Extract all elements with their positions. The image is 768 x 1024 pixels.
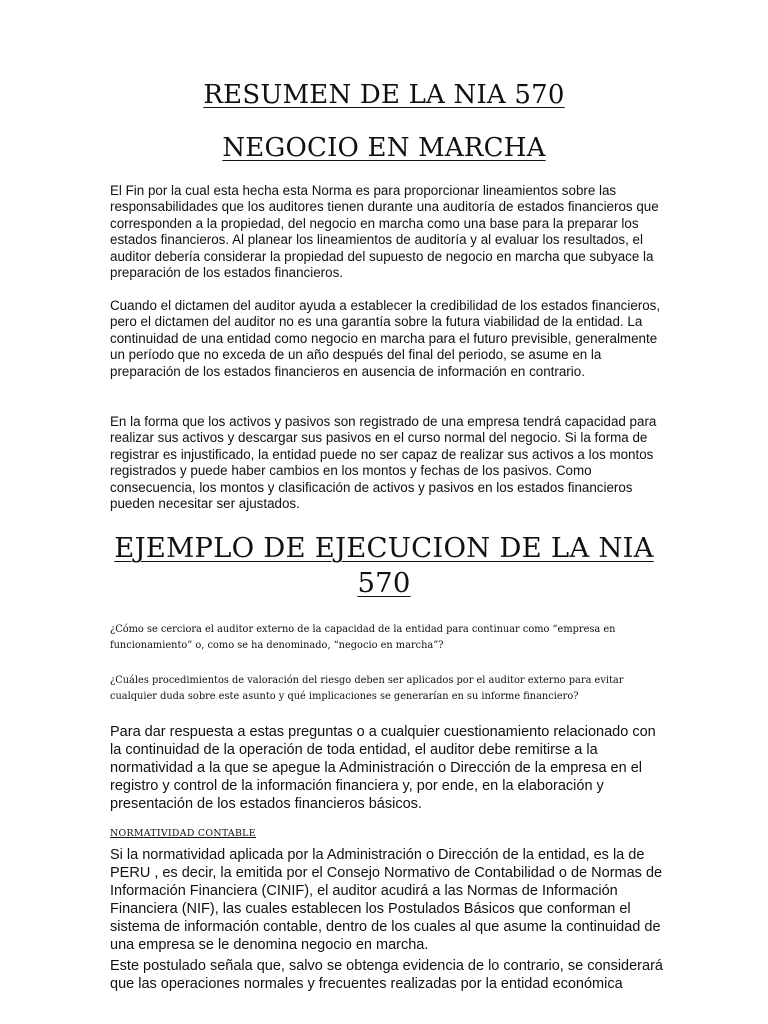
paragraph-normatividad: Si la normatividad aplicada por la Administración o Dirección de la entidad, es la de PERU , es decir, la emitida por el Consejo Normativo de Contabilidad o de Normas de Información Financiera (CINIF), el auditor acudirá a las Normas de Información Financiera (NIF), las cuales establecen los Postulados Básicos que conforman el sistema de información contable, dentro de los cuales al que asume la continuidad de una empresa se le denomina negocio en marcha. xyxy=(110,847,663,953)
example-heading-number: 570 xyxy=(357,567,411,599)
section-label-normatividad: NORMATIVIDAD CONTABLE xyxy=(110,828,256,839)
paragraph-purpose: El Fin por la cual esta hecha esta Norma es para proporcionar lineamientos sobre las responsabilidades que los auditores tienen durante una auditoría de estados financieros que corresponden a la propiedad, del negocio en marcha como una base para la preparar los estados financieros. Al planear los lineamientos de auditoría y al evaluar los resultados, el auditor debería considerar la propiedad del supuesto de negocio en marcha que subyace la preparación de los estados financieros. xyxy=(110,183,659,281)
document-title: RESUMEN DE LA NIA 570 xyxy=(203,80,565,110)
document-subtitle: NEGOCIO EN MARCHA xyxy=(222,133,546,163)
question-going-concern: ¿Cómo se cerciora el auditor externo de la capacidad de la entidad para continuar como “empresa en funcionamiento” o, como se ha denominado, “negocio en marcha”? xyxy=(110,624,616,651)
paragraph-postulado: Este postulado señala que, salvo se obtenga evidencia de lo contrario, se considerará que las operaciones normales y frecuentes realizadas por la entidad económica xyxy=(110,958,663,992)
question-risk-procedures: ¿Cuáles procedimientos de valoración del riesgo deben ser aplicados por el auditor externo para evitar cualquier duda sobre este asunto y qué implicaciones se generarían en su informe financiero? xyxy=(110,675,624,702)
example-heading: EJEMPLO DE EJECUCION DE LA NIA xyxy=(114,532,654,564)
paragraph-auditor-opinion: Cuando el dictamen del auditor ayuda a establecer la credibilidad de los estados financieros, pero el dictamen del auditor no es una garantía sobre la futura viabilidad de la entidad. La continuidad de una entidad como negocio en marcha para el futuro previsible, generalmente un período que no exceda de un año después del final del periodo, se asume en la preparación de los estados financieros en ausencia de información en contrario. xyxy=(110,298,661,379)
paragraph-assets-liabilities: En la forma que los activos y pasivos son registrado de una empresa tendrá capacidad para realizar sus activos y descargar sus pasivos en el curso normal del negocio. Si la forma de registrar es injustificado, la entidad puede no ser capaz de realizar sus activos a los montos registrados y puede haber cambios en los montos y fechas de los pasivos. Como consecuencia, los montos y clasificación de activos y pasivos en los estados financieros pueden necesitar ser ajustados. xyxy=(110,414,657,512)
paragraph-answer: Para dar respuesta a estas preguntas o a cualquier cuestionamiento relacionado con la continuidad de la operación de toda entidad, el auditor debe remitirse a la normatividad a la que se apegue la Administración o Dirección de la empresa en el registro y control de la información financiera y, por ende, en la elaboración y presentación de los estados financieros básicos. xyxy=(110,724,656,812)
